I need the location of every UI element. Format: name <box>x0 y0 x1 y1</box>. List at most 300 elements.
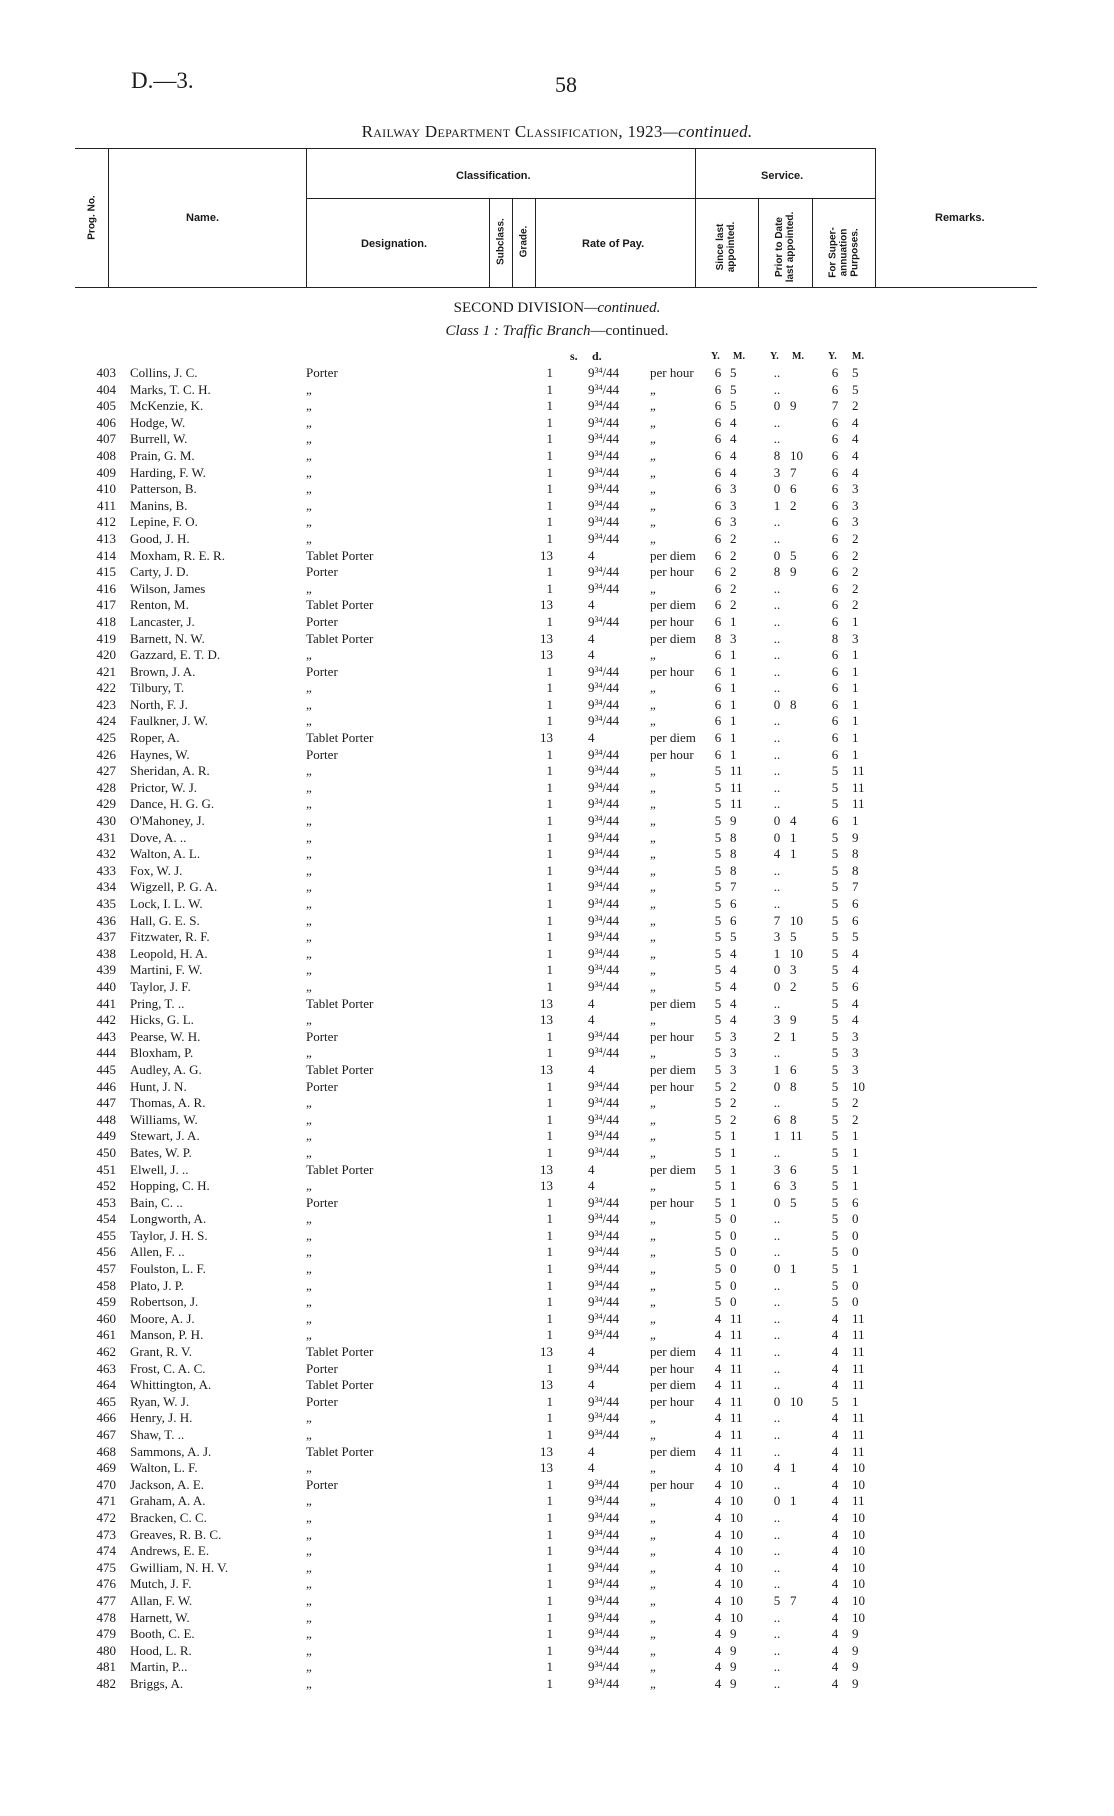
employee-name: Hunt, J. N. <box>130 1078 187 1094</box>
rate-of-pay: 4 <box>588 1012 595 1028</box>
prog-no: 410 <box>96 481 116 497</box>
employee-name: Taylor, J. F. <box>130 978 191 994</box>
prog-no: 463 <box>96 1360 116 1376</box>
pay-unit: per hour <box>650 564 694 580</box>
table-row <box>0 1676 1114 1693</box>
prior-years: .. <box>773 381 781 397</box>
fraction-numerator: 34 <box>594 1577 603 1587</box>
subclass: 1 <box>546 1642 553 1658</box>
since-months: 0 <box>730 1244 737 1260</box>
employee-name: Moore, A. J. <box>130 1310 195 1326</box>
prior-months: 10 <box>790 1393 803 1409</box>
prior-years: .. <box>773 1642 781 1658</box>
table-row <box>0 1311 1114 1328</box>
subclass: 1 <box>546 779 553 795</box>
prog-no: 441 <box>96 995 116 1011</box>
since-years: 6 <box>714 398 722 414</box>
subclass: 1 <box>546 1128 553 1144</box>
table-row <box>0 713 1114 730</box>
rate-of-pay: 4 <box>588 1443 595 1459</box>
employee-name: Collins, J. C. <box>130 365 198 380</box>
since-years: 6 <box>714 597 722 613</box>
employee-name: Roper, A. <box>130 730 180 746</box>
grade-header: Grade. <box>518 225 530 258</box>
since-years: 5 <box>714 995 722 1011</box>
super-years: 6 <box>831 514 839 530</box>
subclass: 1 <box>546 1360 553 1376</box>
rate-of-pay: $9^{34}/44$ <box>588 1493 620 1509</box>
since-years: 5 <box>714 846 722 862</box>
rate-of-pay: $9^{34}/44$ <box>588 1244 620 1260</box>
fraction-numerator: 34 <box>594 880 603 890</box>
table-row <box>0 1593 1114 1610</box>
super-years: 6 <box>831 464 839 480</box>
since-months: 11 <box>730 796 743 812</box>
since-months: 2 <box>730 1111 737 1127</box>
rate-of-pay: 4 <box>588 547 595 563</box>
subclass: 13 <box>540 1061 553 1077</box>
since-years: 4 <box>714 1443 722 1459</box>
pay-unit: „ <box>650 1211 656 1227</box>
prior-years: .. <box>773 1211 781 1227</box>
super-years: 4 <box>831 1427 839 1442</box>
prior-months: 8 <box>790 1111 797 1127</box>
fraction-numerator: 34 <box>594 1544 603 1554</box>
pay-unit: per hour <box>650 1078 694 1094</box>
pay-unit: „ <box>650 1144 656 1160</box>
pay-unit: „ <box>650 680 656 696</box>
prior-years: .. <box>773 763 781 779</box>
since-months: 9 <box>730 1675 737 1691</box>
subclass: 1 <box>546 431 553 447</box>
employee-name: Allan, F. W. <box>130 1592 193 1608</box>
rate-of-pay: $9^{34}/44$ <box>588 813 620 829</box>
designation: „ <box>306 1128 312 1144</box>
since-months: 4 <box>730 945 737 961</box>
fraction-numerator: 34 <box>594 681 603 691</box>
since-years: 5 <box>714 1111 722 1127</box>
table-row <box>0 1643 1114 1660</box>
since-years: 5 <box>714 1261 722 1277</box>
prior-years: .. <box>773 1427 781 1442</box>
since-months: 11 <box>730 1427 743 1442</box>
pay-unit: „ <box>650 1327 656 1343</box>
super-months: 9 <box>852 829 859 845</box>
since-months: 2 <box>730 564 737 580</box>
fraction-numerator: 34 <box>594 1560 603 1570</box>
prior-months: 9 <box>790 1012 797 1028</box>
super-months: 11 <box>852 763 865 779</box>
super-months: 11 <box>852 796 865 812</box>
rate-of-pay: $9^{34}/44$ <box>588 929 620 945</box>
prior-years: .. <box>773 597 781 613</box>
since-years: 5 <box>714 945 722 961</box>
super-months: 4 <box>852 945 859 961</box>
employee-name: Pring, T. .. <box>130 995 185 1011</box>
subclass: 1 <box>546 1111 553 1127</box>
since-months: 3 <box>730 497 737 513</box>
since-months: 2 <box>730 1078 737 1094</box>
rate-of-pay: $9^{34}/44$ <box>588 1294 620 1310</box>
super-years: 5 <box>831 929 839 945</box>
table-row <box>0 1079 1114 1096</box>
since-months: 10 <box>730 1609 743 1625</box>
table-row <box>0 448 1114 465</box>
division-name: SECOND DIVISION <box>453 300 585 316</box>
fraction-numerator: 34 <box>594 1328 603 1338</box>
super-years: 4 <box>831 1360 839 1376</box>
since-months: 5 <box>730 365 737 380</box>
pay-unit: „ <box>650 813 656 829</box>
since-years: 4 <box>714 1659 722 1675</box>
prog-no: 479 <box>96 1626 116 1642</box>
rate-of-pay: $9^{34}/44$ <box>588 1476 620 1492</box>
fraction-numerator: 34 <box>594 747 603 757</box>
employee-name: Hood, L. R. <box>130 1642 192 1658</box>
since-months: 2 <box>730 597 737 613</box>
pay-unit: „ <box>650 862 656 878</box>
prior-months: 7 <box>790 464 797 480</box>
prior-years: .. <box>773 1227 781 1243</box>
employee-name: Brown, J. A. <box>130 663 196 679</box>
pay-unit: „ <box>650 1460 656 1476</box>
employee-name: McKenzie, K. <box>130 398 204 414</box>
prior-years: 3 <box>773 1012 781 1028</box>
employee-name: Williams, W. <box>130 1111 198 1127</box>
super-years: 5 <box>831 1144 839 1160</box>
super-months: 3 <box>852 481 859 497</box>
employee-name: Andrews, E. E. <box>130 1543 210 1559</box>
since-years: 4 <box>714 1360 722 1376</box>
prog-no: 482 <box>96 1675 116 1691</box>
employee-name: Allen, F. .. <box>130 1244 185 1260</box>
since-months: 10 <box>730 1460 743 1476</box>
rate-of-pay: $9^{34}/44$ <box>588 1626 620 1642</box>
super-months: 5 <box>852 929 859 945</box>
since-years: 4 <box>714 1476 722 1492</box>
designation: Tablet Porter <box>306 1443 374 1459</box>
designation: „ <box>306 1144 312 1160</box>
super-years: 5 <box>831 962 839 978</box>
pay-unit: „ <box>650 1410 656 1426</box>
table-row <box>0 813 1114 830</box>
since-months: 11 <box>730 1443 743 1459</box>
subclass: 1 <box>546 896 553 911</box>
super-years: 6 <box>831 613 839 629</box>
prog-no: 425 <box>96 730 116 746</box>
since-months: 9 <box>730 813 737 829</box>
table-row <box>0 913 1114 930</box>
pay-unit: „ <box>650 1576 656 1592</box>
pay-unit: „ <box>650 962 656 978</box>
super-years: 6 <box>831 663 839 679</box>
prior-years: 8 <box>773 564 781 580</box>
since-years: 6 <box>714 414 722 430</box>
table-row <box>0 1244 1114 1261</box>
employee-name: Marks, T. C. H. <box>130 381 211 397</box>
since-months: 11 <box>730 1393 743 1409</box>
pay-unit: „ <box>650 481 656 497</box>
designation: Porter <box>306 746 338 762</box>
prior-months: 1 <box>790 1261 797 1277</box>
pay-unit: „ <box>650 1045 656 1061</box>
super-months: 10 <box>852 1526 865 1542</box>
prog-no: 481 <box>96 1659 116 1675</box>
since-months: 9 <box>730 1626 737 1642</box>
table-row <box>0 1543 1114 1560</box>
employee-name: Carty, J. D. <box>130 564 189 580</box>
since-months: 3 <box>730 481 737 497</box>
designation: „ <box>306 779 312 795</box>
unit-years-super: Y. <box>828 351 837 362</box>
designation: „ <box>306 1509 312 1525</box>
table-row <box>0 763 1114 780</box>
prior-years: .. <box>773 796 781 812</box>
pay-unit: „ <box>650 1095 656 1111</box>
super-years: 5 <box>831 1178 839 1194</box>
super-years: 5 <box>831 846 839 862</box>
designation: „ <box>306 896 312 911</box>
designation: „ <box>306 1592 312 1608</box>
since-years: 6 <box>714 746 722 762</box>
pay-unit: „ <box>650 912 656 928</box>
since-months: 4 <box>730 962 737 978</box>
prior-years: .. <box>773 1377 781 1393</box>
table-row <box>0 697 1114 714</box>
since-years: 6 <box>714 696 722 712</box>
super-months: 0 <box>852 1227 859 1243</box>
rate-of-pay: $9^{34}/44$ <box>588 481 620 497</box>
employee-name: Bracken, C. C. <box>130 1509 207 1525</box>
since-months: 10 <box>730 1526 743 1542</box>
fraction-numerator: 34 <box>594 448 603 458</box>
subclass: 1 <box>546 1576 553 1592</box>
subclass: 1 <box>546 962 553 978</box>
subclass: 1 <box>546 1659 553 1675</box>
pay-unit: „ <box>650 1178 656 1194</box>
super-years: 4 <box>831 1576 839 1592</box>
table-row <box>0 747 1114 764</box>
title-suffix: —continued. <box>662 122 753 141</box>
table-row <box>0 979 1114 996</box>
super-months: 5 <box>852 365 859 380</box>
since-months: 1 <box>730 647 737 663</box>
prog-no: 465 <box>96 1393 116 1409</box>
fraction-numerator: 34 <box>594 1394 603 1404</box>
prog-no: 423 <box>96 696 116 712</box>
super-months: 10 <box>852 1078 865 1094</box>
subclass: 1 <box>546 846 553 862</box>
employee-name: Dove, A. .. <box>130 829 187 845</box>
designation: „ <box>306 1526 312 1542</box>
super-months: 2 <box>852 597 859 613</box>
table-row <box>0 1162 1114 1179</box>
since-years: 6 <box>714 481 722 497</box>
since-months: 9 <box>730 1642 737 1658</box>
subclass: 1 <box>546 1244 553 1260</box>
designation: Porter <box>306 564 338 580</box>
rate-of-pay: 4 <box>588 1460 595 1476</box>
fraction-numerator: 34 <box>594 1145 603 1155</box>
designation: „ <box>306 1427 312 1442</box>
fraction-numerator: 34 <box>594 415 603 425</box>
rate-of-pay: $9^{34}/44$ <box>588 1211 620 1227</box>
subclass-header: Subclass. <box>495 218 507 265</box>
super-years: 4 <box>831 1327 839 1343</box>
employee-name: Wilson, James <box>130 580 206 596</box>
since-years: 5 <box>714 1078 722 1094</box>
class-label: Class 1 : <box>445 323 499 339</box>
employee-name: Taylor, J. H. S. <box>130 1227 208 1243</box>
rate-of-pay: 4 <box>588 647 595 663</box>
table-row <box>0 1294 1114 1311</box>
prog-no: 404 <box>96 381 116 397</box>
pay-unit: „ <box>650 945 656 961</box>
prior-months: 5 <box>790 547 797 563</box>
subclass: 13 <box>540 1377 553 1393</box>
table-row <box>0 1278 1114 1295</box>
fraction-numerator: 34 <box>594 565 603 575</box>
fraction-numerator: 34 <box>594 1361 603 1371</box>
subclass: 1 <box>546 1078 553 1094</box>
prior-months: 6 <box>790 481 797 497</box>
super-years: 6 <box>831 680 839 696</box>
since-months: 5 <box>730 398 737 414</box>
rate-of-pay: $9^{34}/44$ <box>588 398 620 414</box>
subclass: 1 <box>546 746 553 762</box>
subclass: 13 <box>540 995 553 1011</box>
prog-no: 454 <box>96 1211 116 1227</box>
prog-no: 472 <box>96 1509 116 1525</box>
super-years: 5 <box>831 995 839 1011</box>
since-months: 6 <box>730 912 737 928</box>
employee-name: Martini, F. W. <box>130 962 203 978</box>
super-years: 4 <box>831 1460 839 1476</box>
prior-years: .. <box>773 1410 781 1426</box>
super-years: 4 <box>831 1310 839 1326</box>
table-row <box>0 1145 1114 1162</box>
designation: „ <box>306 829 312 845</box>
employee-name: Thomas, A. R. <box>130 1095 206 1111</box>
designation: „ <box>306 879 312 895</box>
since-years: 6 <box>714 497 722 513</box>
rate-of-pay: $9^{34}/44$ <box>588 1609 620 1625</box>
since-months: 0 <box>730 1261 737 1277</box>
subclass: 1 <box>546 1277 553 1293</box>
prior-years: 0 <box>773 398 781 414</box>
prior-months: 11 <box>790 1128 803 1144</box>
unit-months-since: M. <box>733 351 745 362</box>
designation: Porter <box>306 1194 338 1210</box>
prog-no: 437 <box>96 929 116 945</box>
subclass: 1 <box>546 530 553 546</box>
fraction-numerator: 34 <box>594 1112 603 1122</box>
since-years: 4 <box>714 1675 722 1691</box>
subclass: 1 <box>546 680 553 696</box>
rate-of-pay: 4 <box>588 730 595 746</box>
rate-of-pay: $9^{34}/44$ <box>588 846 620 862</box>
since-years: 6 <box>714 381 722 397</box>
designation: „ <box>306 1277 312 1293</box>
rate-of-pay: $9^{34}/44$ <box>588 1227 620 1243</box>
since-years: 5 <box>714 1012 722 1028</box>
unit-years-since: Y. <box>711 351 720 362</box>
prior-years: 2 <box>773 1028 781 1044</box>
rate-of-pay: $9^{34}/44$ <box>588 862 620 878</box>
since-months: 1 <box>730 1144 737 1160</box>
since-years: 5 <box>714 862 722 878</box>
designation: „ <box>306 530 312 546</box>
pay-unit: „ <box>650 647 656 663</box>
designation: „ <box>306 1642 312 1658</box>
employee-name: Dance, H. G. G. <box>130 796 215 812</box>
fraction-numerator: 34 <box>594 1262 603 1272</box>
super-years: 4 <box>831 1659 839 1675</box>
super-years: 6 <box>831 381 839 397</box>
prog-no: 433 <box>96 862 116 878</box>
prior-years: .. <box>773 414 781 430</box>
since-years: 4 <box>714 1592 722 1608</box>
employee-name: Leopold, H. A. <box>130 945 208 961</box>
employee-name: Sheridan, A. R. <box>130 763 210 779</box>
employee-name: Prictor, W. J. <box>130 779 198 795</box>
prog-no: 462 <box>96 1344 116 1360</box>
fraction-numerator: 34 <box>594 1046 603 1056</box>
since-months: 4 <box>730 1012 737 1028</box>
since-years: 4 <box>714 1327 722 1343</box>
prog-no: 464 <box>96 1377 116 1393</box>
prog-no: 447 <box>96 1095 116 1111</box>
rate-of-pay: $9^{34}/44$ <box>588 945 620 961</box>
fraction-numerator: 34 <box>594 697 603 707</box>
fraction-numerator: 34 <box>594 366 603 375</box>
prior-years: .. <box>773 630 781 646</box>
fraction-numerator: 34 <box>594 830 603 840</box>
since-months: 11 <box>730 1327 743 1343</box>
unit-years-prior: Y. <box>770 351 779 362</box>
pay-unit: „ <box>650 1427 656 1442</box>
super-years: 6 <box>831 497 839 513</box>
super-months: 1 <box>852 663 859 679</box>
employee-name: Plato, J. P. <box>130 1277 184 1293</box>
prog-no: 444 <box>96 1045 116 1061</box>
rate-of-pay: $9^{34}/44$ <box>588 1078 620 1094</box>
prog-no: 453 <box>96 1194 116 1210</box>
prog-no: 446 <box>96 1078 116 1094</box>
super-months: 11 <box>852 1310 865 1326</box>
super-months: 11 <box>852 1377 865 1393</box>
table-row <box>0 1128 1114 1145</box>
fraction-numerator: 34 <box>594 1477 603 1487</box>
designation: „ <box>306 763 312 779</box>
super-years: 5 <box>831 1261 839 1277</box>
rate-of-pay: $9^{34}/44$ <box>588 829 620 845</box>
subclass: 1 <box>546 912 553 928</box>
subclass: 13 <box>540 630 553 646</box>
subclass: 13 <box>540 730 553 746</box>
super-months: 1 <box>852 696 859 712</box>
super-months: 10 <box>852 1576 865 1592</box>
rate-of-pay: $9^{34}/44$ <box>588 1559 620 1575</box>
pay-unit: „ <box>650 514 656 530</box>
super-months: 1 <box>852 713 859 729</box>
super-months: 3 <box>852 1028 859 1044</box>
super-months: 2 <box>852 1095 859 1111</box>
super-years: 4 <box>831 1526 839 1542</box>
since-months: 11 <box>730 779 743 795</box>
super-years: 5 <box>831 1194 839 1210</box>
since-months: 1 <box>730 1161 737 1177</box>
